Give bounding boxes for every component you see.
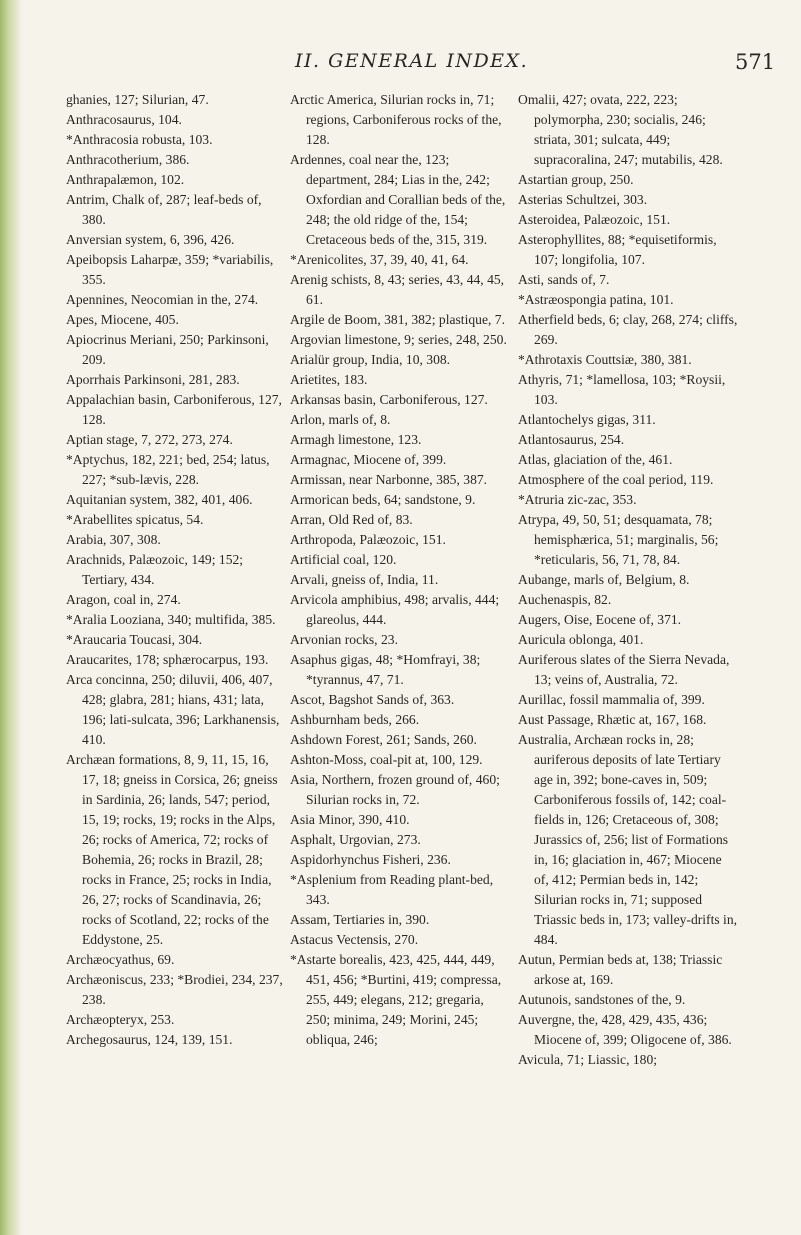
index-entry: Apeibopsis Laharpæ, 359; *variabilis, 355. <box>66 252 274 287</box>
index-entry: Auriferous slates of the Sierra Nevada, 13; veins of, Australia, 72. <box>518 652 730 687</box>
index-entry: Atmosphere of the coal period, 119. <box>518 472 714 487</box>
index-entry: Appalachian basin, Carboniferous, 127, 128. <box>66 392 282 427</box>
index-entry: Arabia, 307, 308. <box>66 532 161 547</box>
index-column-2 <box>290 90 510 1050</box>
index-entry: Auchenaspis, 82. <box>518 592 612 607</box>
index-entry: Aust Passage, Rhætic at, 167, 168. <box>518 712 707 727</box>
index-entry: Ardennes, coal near the, 123; department, 284; Lias in the, 242; Oxfordian and Corallian beds of the, 248; the old ridge of the, 154; Cretaceous beds of the, 315, 319. <box>290 152 506 247</box>
index-column-1 <box>66 90 286 1050</box>
index-entry: Arachnids, Palæozoic, 149; 152; Tertiary, 434. <box>66 552 244 587</box>
index-entry: Arlon, marls of, 8. <box>290 412 391 427</box>
index-entry: Ashburnham beds, 266. <box>290 712 420 727</box>
index-entry: *Astarte borealis, 423, 425, 444, 449, 451, 456; *Burtini, 419; compressa, 255, 449; elegans, 212; gregaria, 250; minima, 249; Morini, 245; obliqua, 246; <box>290 952 502 1047</box>
index-entry: Araucarites, 178; sphærocarpus, 193. <box>66 652 269 667</box>
index-entry: Augers, Oise, Eocene of, 371. <box>518 612 682 627</box>
index-entry: Atherfield beds, 6; clay, 268, 274; cliffs, 269. <box>518 312 738 347</box>
index-entry: Archæoniscus, 233; *Brodiei, 234, 237, 238. <box>66 972 283 1007</box>
index-entry: Autun, Permian beds at, 138; Triassic arkose at, 169. <box>518 952 723 987</box>
page-header <box>0 50 801 80</box>
index-entry: Arctic America, Silurian rocks in, 71; regions, Carboniferous rocks of the, 128. <box>290 92 502 147</box>
index-entry: Archæan formations, 8, 9, 11, 15, 16, 17, 18; gneiss in Corsica, 26; gneiss in Sardinia, 26; lands, 547; period, 15, 19; rocks, 19; rocks in the Alps, 26; rocks of America, 72; rocks of Bohemia, 26; rocks in Brazil, 28; rocks in France, 25; rocks in India, 26, 27; rocks of Scandinavia, 26; rocks of Scotland, 22; rocks of the Eddystone, 25. <box>66 752 278 947</box>
page-number: 571 <box>735 50 776 74</box>
index-entry: *Aptychus, 182, 221; bed, 254; latus, 227; *sub-lævis, 228. <box>66 452 270 487</box>
index-entry: Apes, Miocene, 405. <box>66 312 179 327</box>
index-entry: Astartian group, 250. <box>518 172 634 187</box>
index-entry: Archegosaurus, 124, 139, 151. <box>66 1032 233 1047</box>
index-entry: Archæocyathus, 69. <box>66 952 175 967</box>
index-entry: Avicula, 71; Liassic, 180; <box>518 1052 658 1067</box>
index-entry: Aragon, coal in, 274. <box>66 592 181 607</box>
index-entry: *Athrotaxis Couttsiæ, 380, 381. <box>518 352 692 367</box>
index-entry: Anthrapalæmon, 102. <box>66 172 185 187</box>
index-entry: *Atruria zic-zac, 353. <box>518 492 637 507</box>
index-entry: Artificial coal, 120. <box>290 552 397 567</box>
index-entry: Asteroidea, Palæozoic, 151. <box>518 212 671 227</box>
index-entry: Arialür group, India, 10, 308. <box>290 352 451 367</box>
index-entry: Aubange, marls of, Belgium, 8. <box>518 572 690 587</box>
index-entry: Auricula oblonga, 401. <box>518 632 644 647</box>
index-entry: Asia, Northern, frozen ground of, 460; Silurian rocks in, 72. <box>290 772 500 807</box>
index-entry: Ascot, Bagshot Sands of, 363. <box>290 692 455 707</box>
index-entry: Arkansas basin, Carboniferous, 127. <box>290 392 488 407</box>
index-entry: *Anthracosia robusta, 103. <box>66 132 213 147</box>
index-entry: Asti, sands of, 7. <box>518 272 610 287</box>
index-entry: Apiocrinus Meriani, 250; Parkinsoni, 209. <box>66 332 269 367</box>
index-entry: Atlas, glaciation of the, 461. <box>518 452 673 467</box>
index-entry: Omalii, 427; ovata, 222, 223; polymorpha, 230; socialis, 246; striata, 301; sulcata, 449; supracoralina, 247; mutabilis, 428. <box>518 92 723 167</box>
index-entry: Astacus Vectensis, 270. <box>290 932 419 947</box>
index-entry: Aspidorhynchus Fisheri, 236. <box>290 852 451 867</box>
index-entry: Arietites, 183. <box>290 372 368 387</box>
index-entry: Armissan, near Narbonne, 385, 387. <box>290 472 488 487</box>
index-entry: Aporrhais Parkinsoni, 281, 283. <box>66 372 240 387</box>
index-entry: Assam, Tertiaries in, 390. <box>290 912 430 927</box>
index-column-3 <box>518 90 738 1070</box>
index-entry: Asphalt, Urgovian, 273. <box>290 832 421 847</box>
index-entry: Asterophyllites, 88; *equisetiformis, 107; longifolia, 107. <box>518 232 717 267</box>
index-entry: Arvicola amphibius, 498; arvalis, 444; glareolus, 444. <box>290 592 500 627</box>
index-entry: Aptian stage, 7, 272, 273, 274. <box>66 432 233 447</box>
index-entry: *Aralia Looziana, 340; multifida, 385. <box>66 612 276 627</box>
index-entry: Armorican beds, 64; sandstone, 9. <box>290 492 476 507</box>
index-entry: Autunois, sandstones of the, 9. <box>518 992 686 1007</box>
index-entry: Ashton-Moss, coal-pit at, 100, 129. <box>290 752 483 767</box>
index-entry: Athyris, 71; *lamellosa, 103; *Roysii, 103. <box>518 372 726 407</box>
index-entry: Argile de Boom, 381, 382; plastique, 7. <box>290 312 505 327</box>
index-entry: Australia, Archæan rocks in, 28; auriferous deposits of late Tertiary age in, 392; bone-caves in, 509; Carboniferous fossils of, 142; coal-fields in, 126; Cretaceous of, 308; Jurassics of, 256; list of Formations in, 16; glaciation in, 467; Miocene of, 412; Permian beds in, 142; Silurian rocks in, 71; supposed Triassic beds in, 173; valley-drifts in, 484. <box>518 732 738 947</box>
index-entry: Aurillac, fossil mammalia of, 399. <box>518 692 705 707</box>
running-title: II. GENERAL INDEX. <box>295 50 529 72</box>
index-entry: Anthracosaurus, 104. <box>66 112 182 127</box>
index-entry: Atrypa, 49, 50, 51; desquamata, 78; hemisphærica, 51; marginalis, 56; *reticularis, 56, 71, 78, 84. <box>518 512 719 567</box>
index-entry: Apennines, Neocomian in the, 274. <box>66 292 259 307</box>
index-entry: Atlantosaurus, 254. <box>518 432 625 447</box>
index-entry: *Astræospongia patina, 101. <box>518 292 674 307</box>
index-entry: Auvergne, the, 428, 429, 435, 436; Miocene of, 399; Oligocene of, 386. <box>518 1012 732 1047</box>
index-entry: ghanies, 127; Silurian, 47. <box>66 92 209 107</box>
index-entry: Atlantochelys gigas, 311. <box>518 412 656 427</box>
index-entry: Arthropoda, Palæozoic, 151. <box>290 532 446 547</box>
index-entry: Asaphus gigas, 48; *Homfrayi, 38; *tyrannus, 47, 71. <box>290 652 481 687</box>
index-entry: Arenig schists, 8, 43; series, 43, 44, 45, 61. <box>290 272 505 307</box>
index-entry: Arvonian rocks, 23. <box>290 632 398 647</box>
index-entry: Ashdown Forest, 261; Sands, 260. <box>290 732 477 747</box>
index-entry: Anthracotherium, 386. <box>66 152 190 167</box>
index-entry: Armagnac, Miocene of, 399. <box>290 452 447 467</box>
index-entry: *Arenicolites, 37, 39, 40, 41, 64. <box>290 252 469 267</box>
index-entry: Aquitanian system, 382, 401, 406. <box>66 492 253 507</box>
index-entry: Armagh limestone, 123. <box>290 432 422 447</box>
index-entry: Asia Minor, 390, 410. <box>290 812 410 827</box>
index-entry: Argovian limestone, 9; series, 248, 250. <box>290 332 507 347</box>
index-entry: Archæopteryx, 253. <box>66 1012 175 1027</box>
index-entry: *Asplenium from Reading plant-bed, 343. <box>290 872 494 907</box>
index-entry: Arran, Old Red of, 83. <box>290 512 413 527</box>
index-entry: Asterias Schultzei, 303. <box>518 192 648 207</box>
index-entry: Anversian system, 6, 396, 426. <box>66 232 235 247</box>
index-entry: *Arabellites spicatus, 54. <box>66 512 204 527</box>
page-gutter-shadow <box>0 0 22 1235</box>
index-entry: Arca concinna, 250; diluvii, 406, 407, 428; glabra, 281; hians, 431; lata, 196; lati-sulcata, 396; Larkhanensis, 410. <box>66 672 280 747</box>
index-entry: Antrim, Chalk of, 287; leaf-beds of, 380. <box>66 192 262 227</box>
index-entry: *Araucaria Toucasi, 304. <box>66 632 203 647</box>
index-entry: Arvali, gneiss of, India, 11. <box>290 572 439 587</box>
